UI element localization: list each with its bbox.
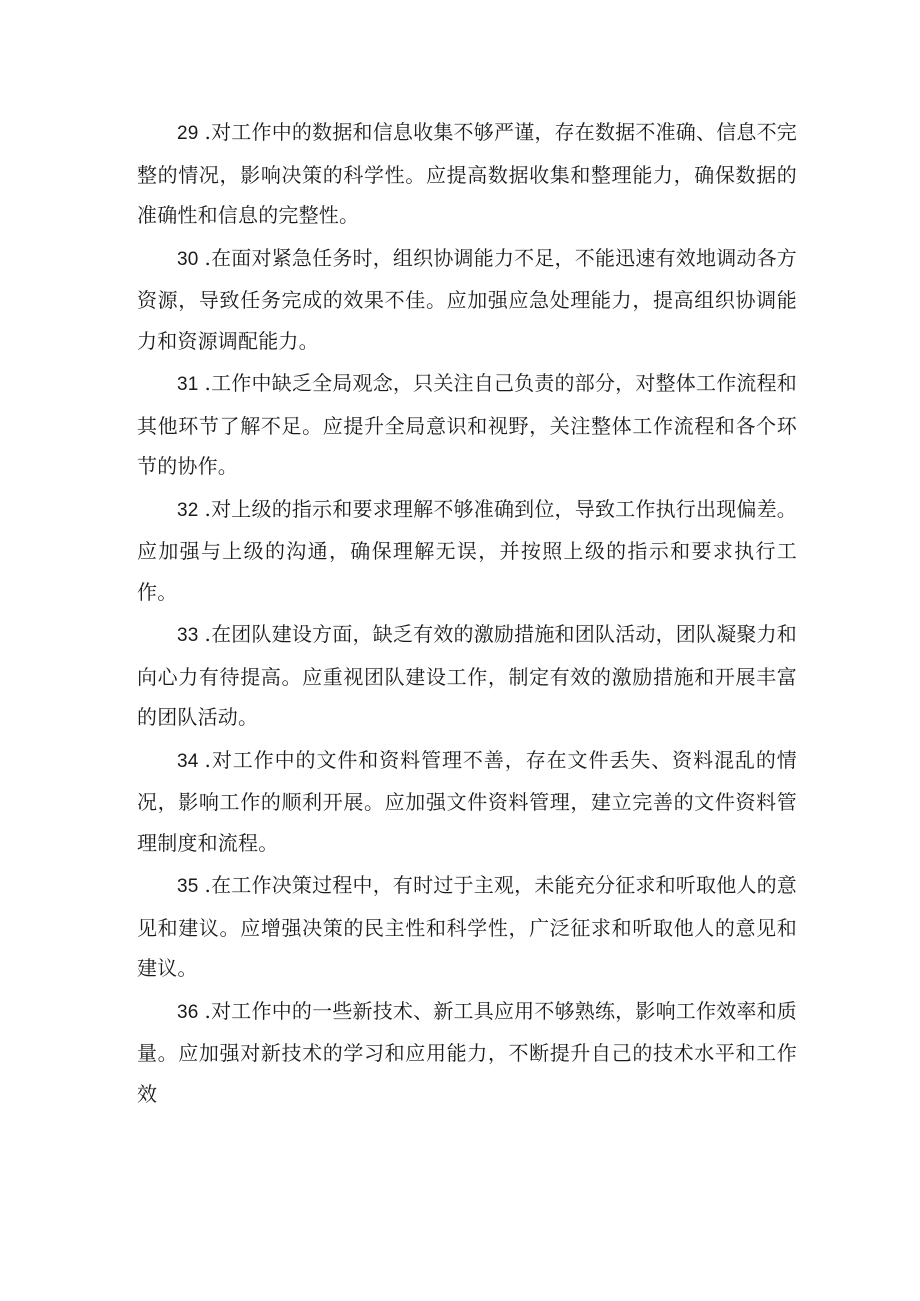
list-item-34 (137, 740, 797, 864)
list-item-31 (137, 363, 797, 487)
item-text: .在工作决策过程中，有时过于主观，未能充分征求和听取他人的意见和建议。应增强决策的民主性和科学性，广泛征求和听取他人的意见和建议。 (137, 873, 797, 980)
item-number: 32 (177, 499, 199, 521)
item-number: 36 (177, 1001, 199, 1023)
item-number: 29 (177, 123, 199, 144)
item-text: .对工作中的一些新技术、新工具应用不够熟练，影响工作效率和质量。应加强对新技术的学习和应用能力，不断提升自己的技术水平和工作效 (137, 998, 797, 1106)
item-text: .在团队建设方面，缺乏有效的激励措施和团队活动，团队凝聚力和向心力有待提高。应重视团队建设工作，制定有效的激励措施和开展丰富的团队活动。 (137, 622, 797, 729)
list-item-35 (137, 865, 797, 989)
item-text: .对工作中的数据和信息收集不够严谨，存在数据不准确、信息不完整的情况，影响决策的科学性。应提高数据收集和整理能力，确保数据的准确性和信息的完整性。 (137, 120, 797, 227)
document-body (137, 112, 797, 1116)
list-item-32 (137, 489, 797, 613)
list-item-30 (137, 238, 797, 362)
item-number: 33 (177, 625, 199, 646)
item-number: 30 (177, 248, 199, 270)
item-text: .在面对紧急任务时，组织协调能力不足，不能迅速有效地调动各方资源，导致任务完成的效果不佳。应加强应急处理能力，提高组织协调能力和资源调配能力。 (137, 245, 797, 353)
list-item-36 (137, 991, 797, 1115)
item-number: 35 (177, 876, 199, 897)
item-text: .对上级的指示和要求理解不够准确到位，导致工作执行出现偏差。应加强与上级的沟通，确保理解无误，并按照上级的指示和要求执行工作。 (137, 496, 797, 604)
item-number: 31 (177, 374, 199, 395)
item-text: .工作中缺乏全局观念，只关注自己负责的部分，对整体工作流程和其他环节了解不足。应提升全局意识和视野，关注整体工作流程和各个环节的协作。 (137, 371, 797, 478)
list-item-29 (137, 112, 797, 236)
item-number: 34 (177, 750, 199, 772)
list-item-33 (137, 614, 797, 738)
item-text: .对工作中的文件和资料管理不善，存在文件丢失、资料混乱的情况，影响工作的顺利开展。应加强文件资料管理，建立完善的文件资料管理制度和流程。 (137, 747, 797, 855)
